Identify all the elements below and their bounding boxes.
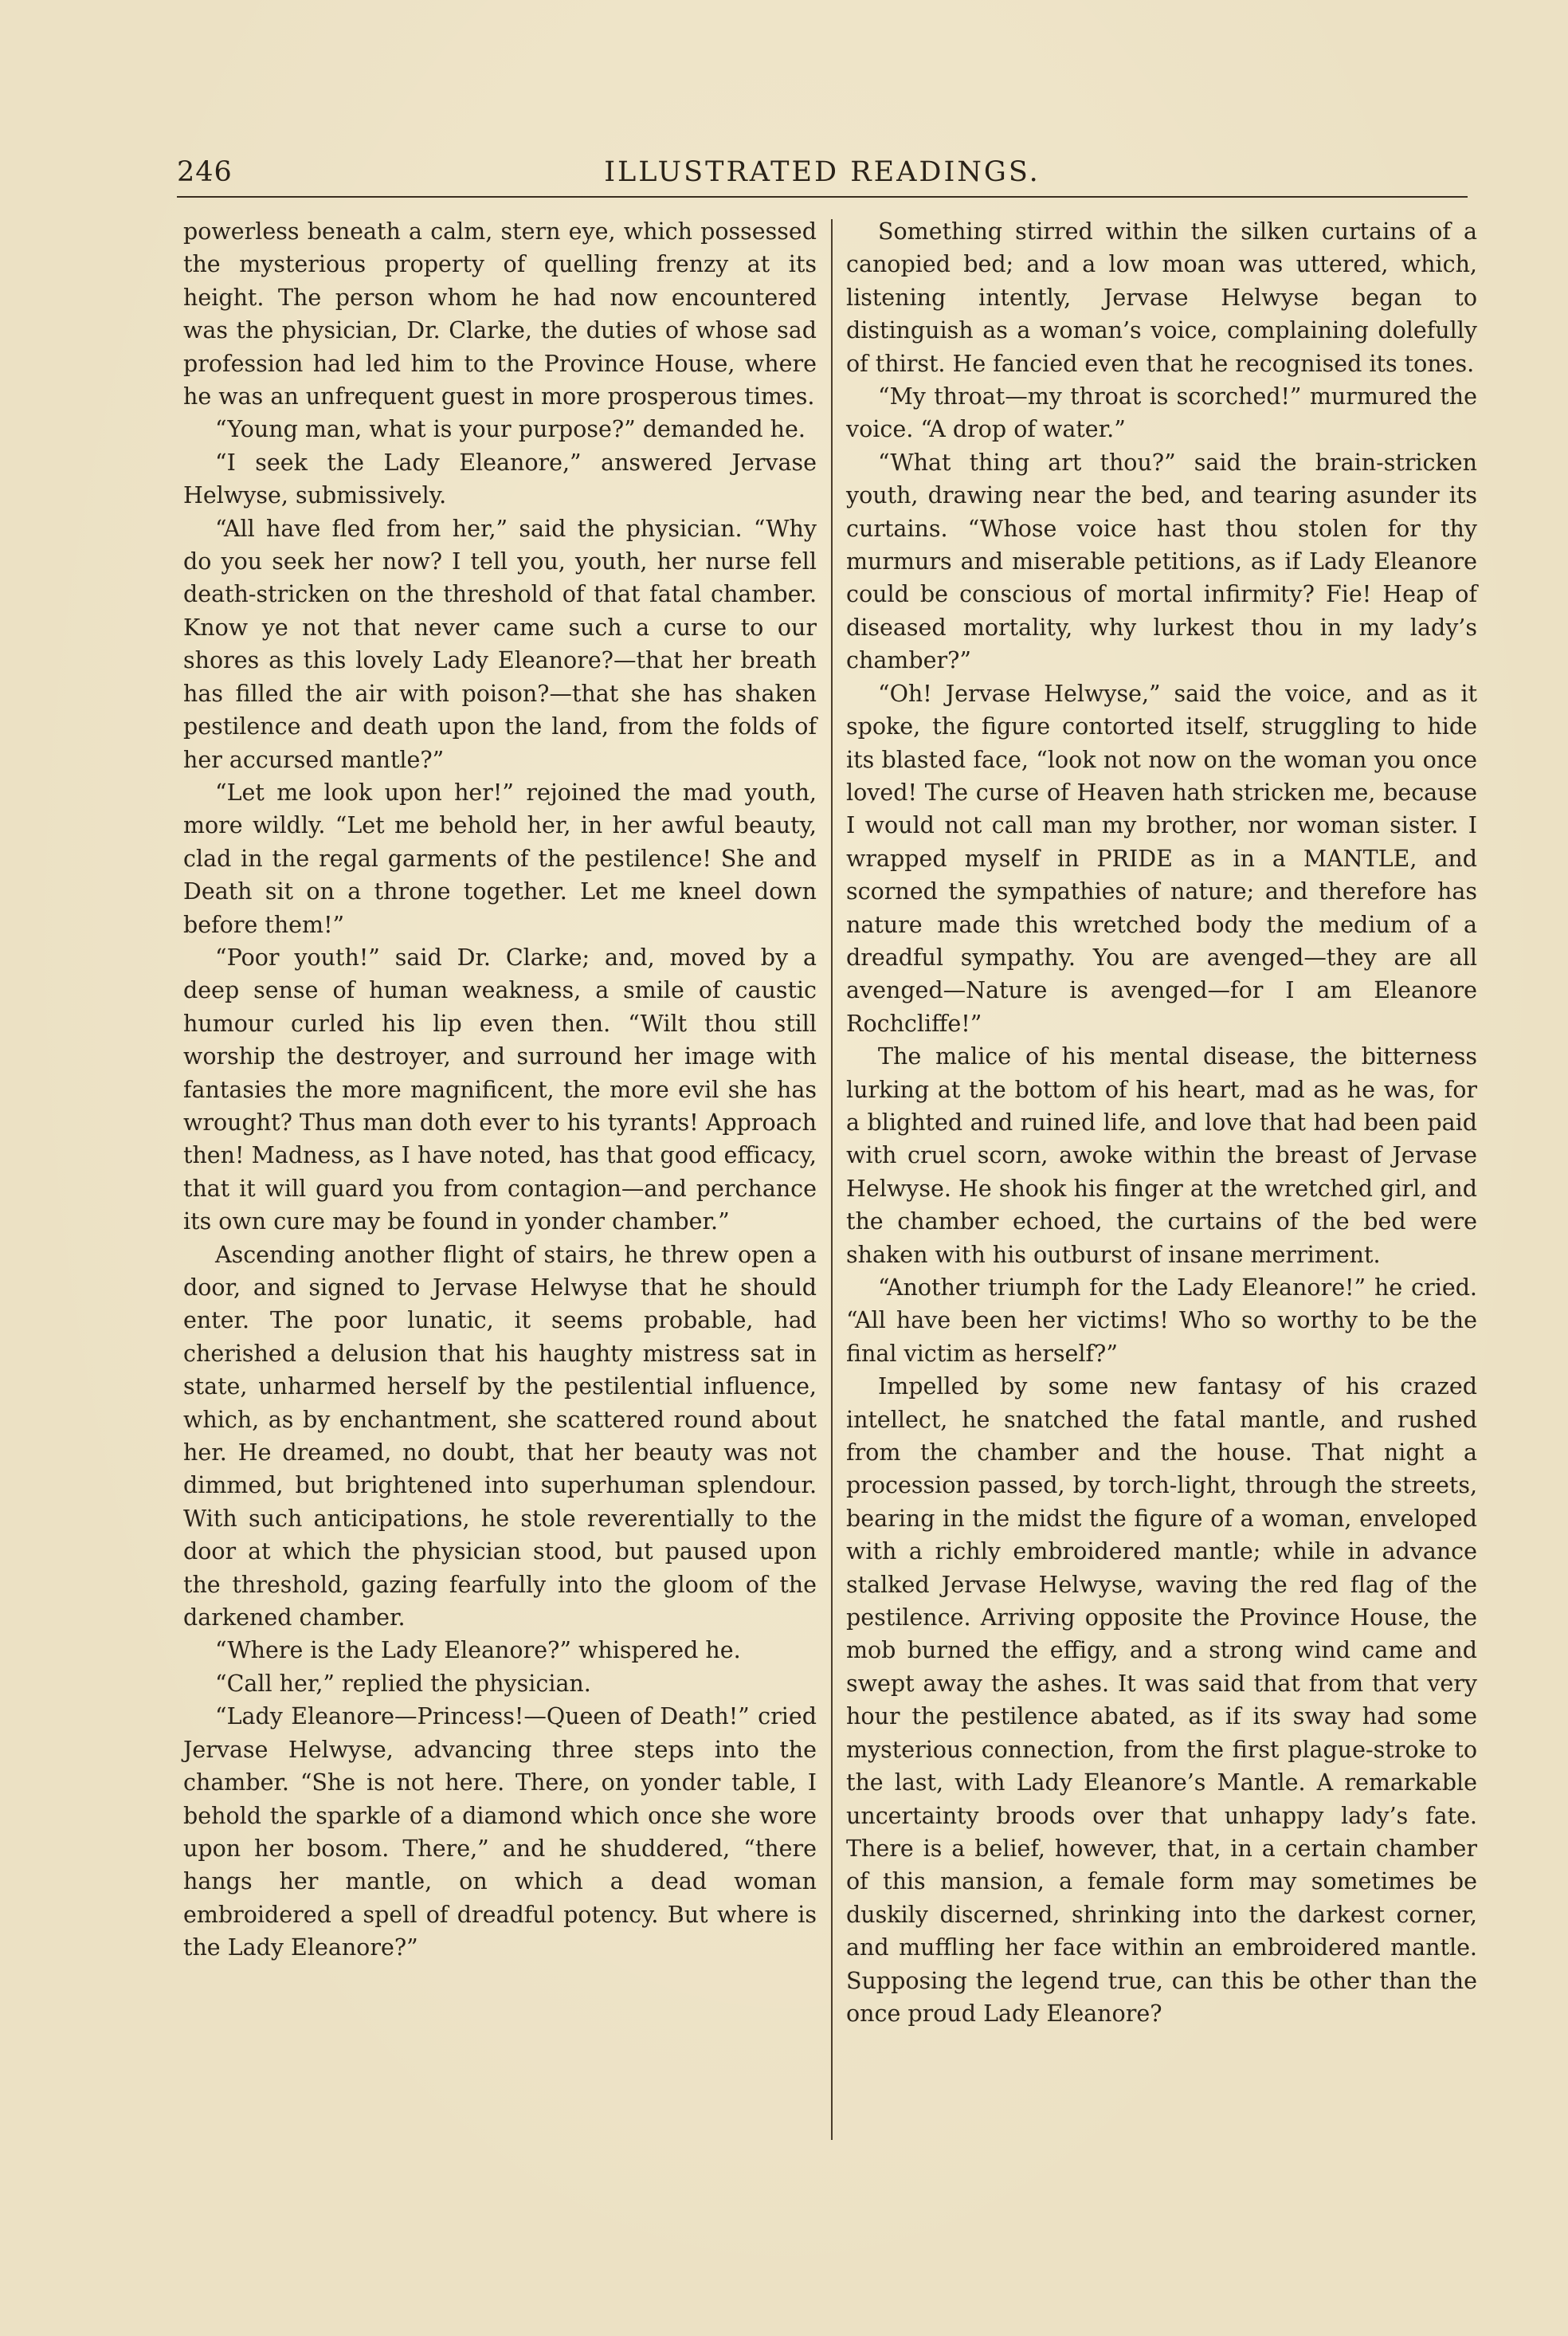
paragraph: “Call her,” replied the physician. [215, 1670, 591, 1697]
paragraph: powerless beneath a calm, stern eye, which possessed the mysterious property of quelling frenzy at its height. The person whom he had now encountered was the physician, Dr. Clarke, the duties of whose sad profession had led him to the Province House, where he was an unfrequent guest in more prosperous times. [183, 218, 817, 410]
paragraph: “Oh! Jervase Helwyse,” said the voice, and as it spoke, the figure contorted itself, struggling to hide its blasted face, “look not now on the woman you once loved! The curse of Heaven hath stricken me, because I would not call man my brother, nor woman sister. I wrapped myself in PRIDE as in a MANTLE, and scorned the sympathies of nature; and therefore has nature made this wretched body the medium of a dreadful sympathy. You are avenged—they are all avenged—Nature is avenged—for I am Eleanore Rochcliffe!” [846, 680, 1477, 1037]
paragraph: Something stirred within the silken curtains of a canopied bed; and a low moan was uttered, which, listening intently, Jervase Helwyse began to distinguish as a woman’s voice, complaining dolefully of thirst. He fancied even that he recognised its tones. [846, 218, 1477, 377]
header-rule [177, 196, 1468, 198]
paragraph: Impelled by some new fantasy of his crazed intellect, he snatched the fatal mantle, and rushed from the chamber and the house. That night a procession passed, by torch-light, through the streets, bearing in the midst the figure of a woman, enveloped with a richly embroidered mantle; while in advance stalked Jervase Helwyse, waving the red flag of the pestilence. Arriving opposite the Province House, the mob burned the effigy, and a strong wind came and swept away the ashes. It was said that from that very hour the pestilence abated, as if its sway had some mysterious connection, from the first plague-stroke to the last, with Lady Eleanore’s Mantle. A remarkable uncertainty broods over that unhappy lady’s fate. There is a belief, however, that, in a certain chamber of this mansion, a female form may sometimes be duskily discerned, shrinking into the darkest corner, and muffling her face within an embroidered mantle. Supposing the legend true, can this be other than the once proud Lady Eleanore? [846, 1373, 1477, 2027]
paragraph: The malice of his mental disease, the bitterness lurking at the bottom of his heart, mad as he was, for a blighted and ruined life, and love that had been paid with cruel scorn, awoke within the breast of Jervase Helwyse. He shook his finger at the wretched girl, and the chamber echoed, the curtains of the bed were shaken with his outburst of insane merriment. [846, 1043, 1477, 1268]
paragraph: “Another triumph for the Lady Eleanore!” he cried. “All have been her victims! Who so worthy to be the final victim as herself?” [846, 1274, 1477, 1367]
column-divider [831, 219, 833, 2140]
paragraph: “What thing art thou?” said the brain-stricken youth, drawing near the bed, and tearing asunder its curtains. “Whose voice hast thou stolen for thy murmurs and miserable petitions, as if Lady Eleanore could be conscious of mortal infirmity? Fie! Heap of diseased mortality, why lurkest thou in my lady’s chamber?” [846, 449, 1477, 674]
paragraph: “Where is the Lady Eleanore?” whispered he. [215, 1637, 741, 1664]
paragraph: “Lady Eleanore—Princess!—Queen of Death!” cried Jervase Helwyse, advancing three steps into the chamber. “She is not here. There, on yonder table, I behold the sparkle of a diamond which once she wore upon her bosom. There,” and he shuddered, “there hangs her mantle, on which a dead woman embroidered a spell of dreadful potency. But where is the Lady Eleanore?” [183, 1703, 817, 1961]
paragraph: “Young man, what is your purpose?” demanded he. [215, 416, 806, 443]
paragraph: “I seek the Lady Eleanore,” answered Jervase Helwyse, submissively. [183, 449, 817, 509]
right-column [846, 215, 1477, 2030]
running-head: ILLUSTRATED READINGS. [604, 156, 1041, 188]
paragraph: Ascending another flight of stairs, he threw open a door, and signed to Jervase Helwyse that he should enter. The poor lunatic, it seems probable, had cherished a delusion that his haughty mistress sat in state, unharmed herself by the pestilential influence, which, as by enchantment, she scattered round about her. He dreamed, no doubt, that her beauty was not dimmed, but brightened into superhuman splendour. With such anticipations, he stole reverentially to the door at which the physician stood, but paused upon the threshold, gazing fearfully into the gloom of the darkened chamber. [183, 1241, 817, 1631]
paragraph: “All have fled from her,” said the physician. “Why do you seek her now? I tell you, youth, her nurse fell death-stricken on the threshold of that fatal chamber. Know ye not that never came such a curse to our shores as this lovely Lady Eleanore?—that her breath has filled the air with poison?—that she has shaken pestilence and death upon the land, from the folds of her accursed mantle?” [183, 515, 817, 773]
page-header [177, 156, 1468, 196]
paragraph: “My throat—my throat is scorched!” murmured the voice. “A drop of water.” [846, 383, 1477, 443]
left-column [183, 215, 817, 1965]
page-number: 246 [177, 156, 233, 188]
paragraph: “Poor youth!” said Dr. Clarke; and, moved by a deep sense of human weakness, a smile of caustic humour curled his lip even then. “Wilt thou still worship the destroyer, and surround her image with fantasies the more magnificent, the more evil she has wrought? Thus man doth ever to his tyrants! Approach then! Madness, as I have noted, has that good efficacy, that it will guard you from contagion—and perchance its own cure may be found in yonder chamber.” [183, 944, 817, 1235]
paragraph: “Let me look upon her!” rejoined the mad youth, more wildly. “Let me behold her, in her awful beauty, clad in the regal garments of the pestilence! She and Death sit on a throne together. Let me kneel down before them!” [183, 779, 817, 938]
